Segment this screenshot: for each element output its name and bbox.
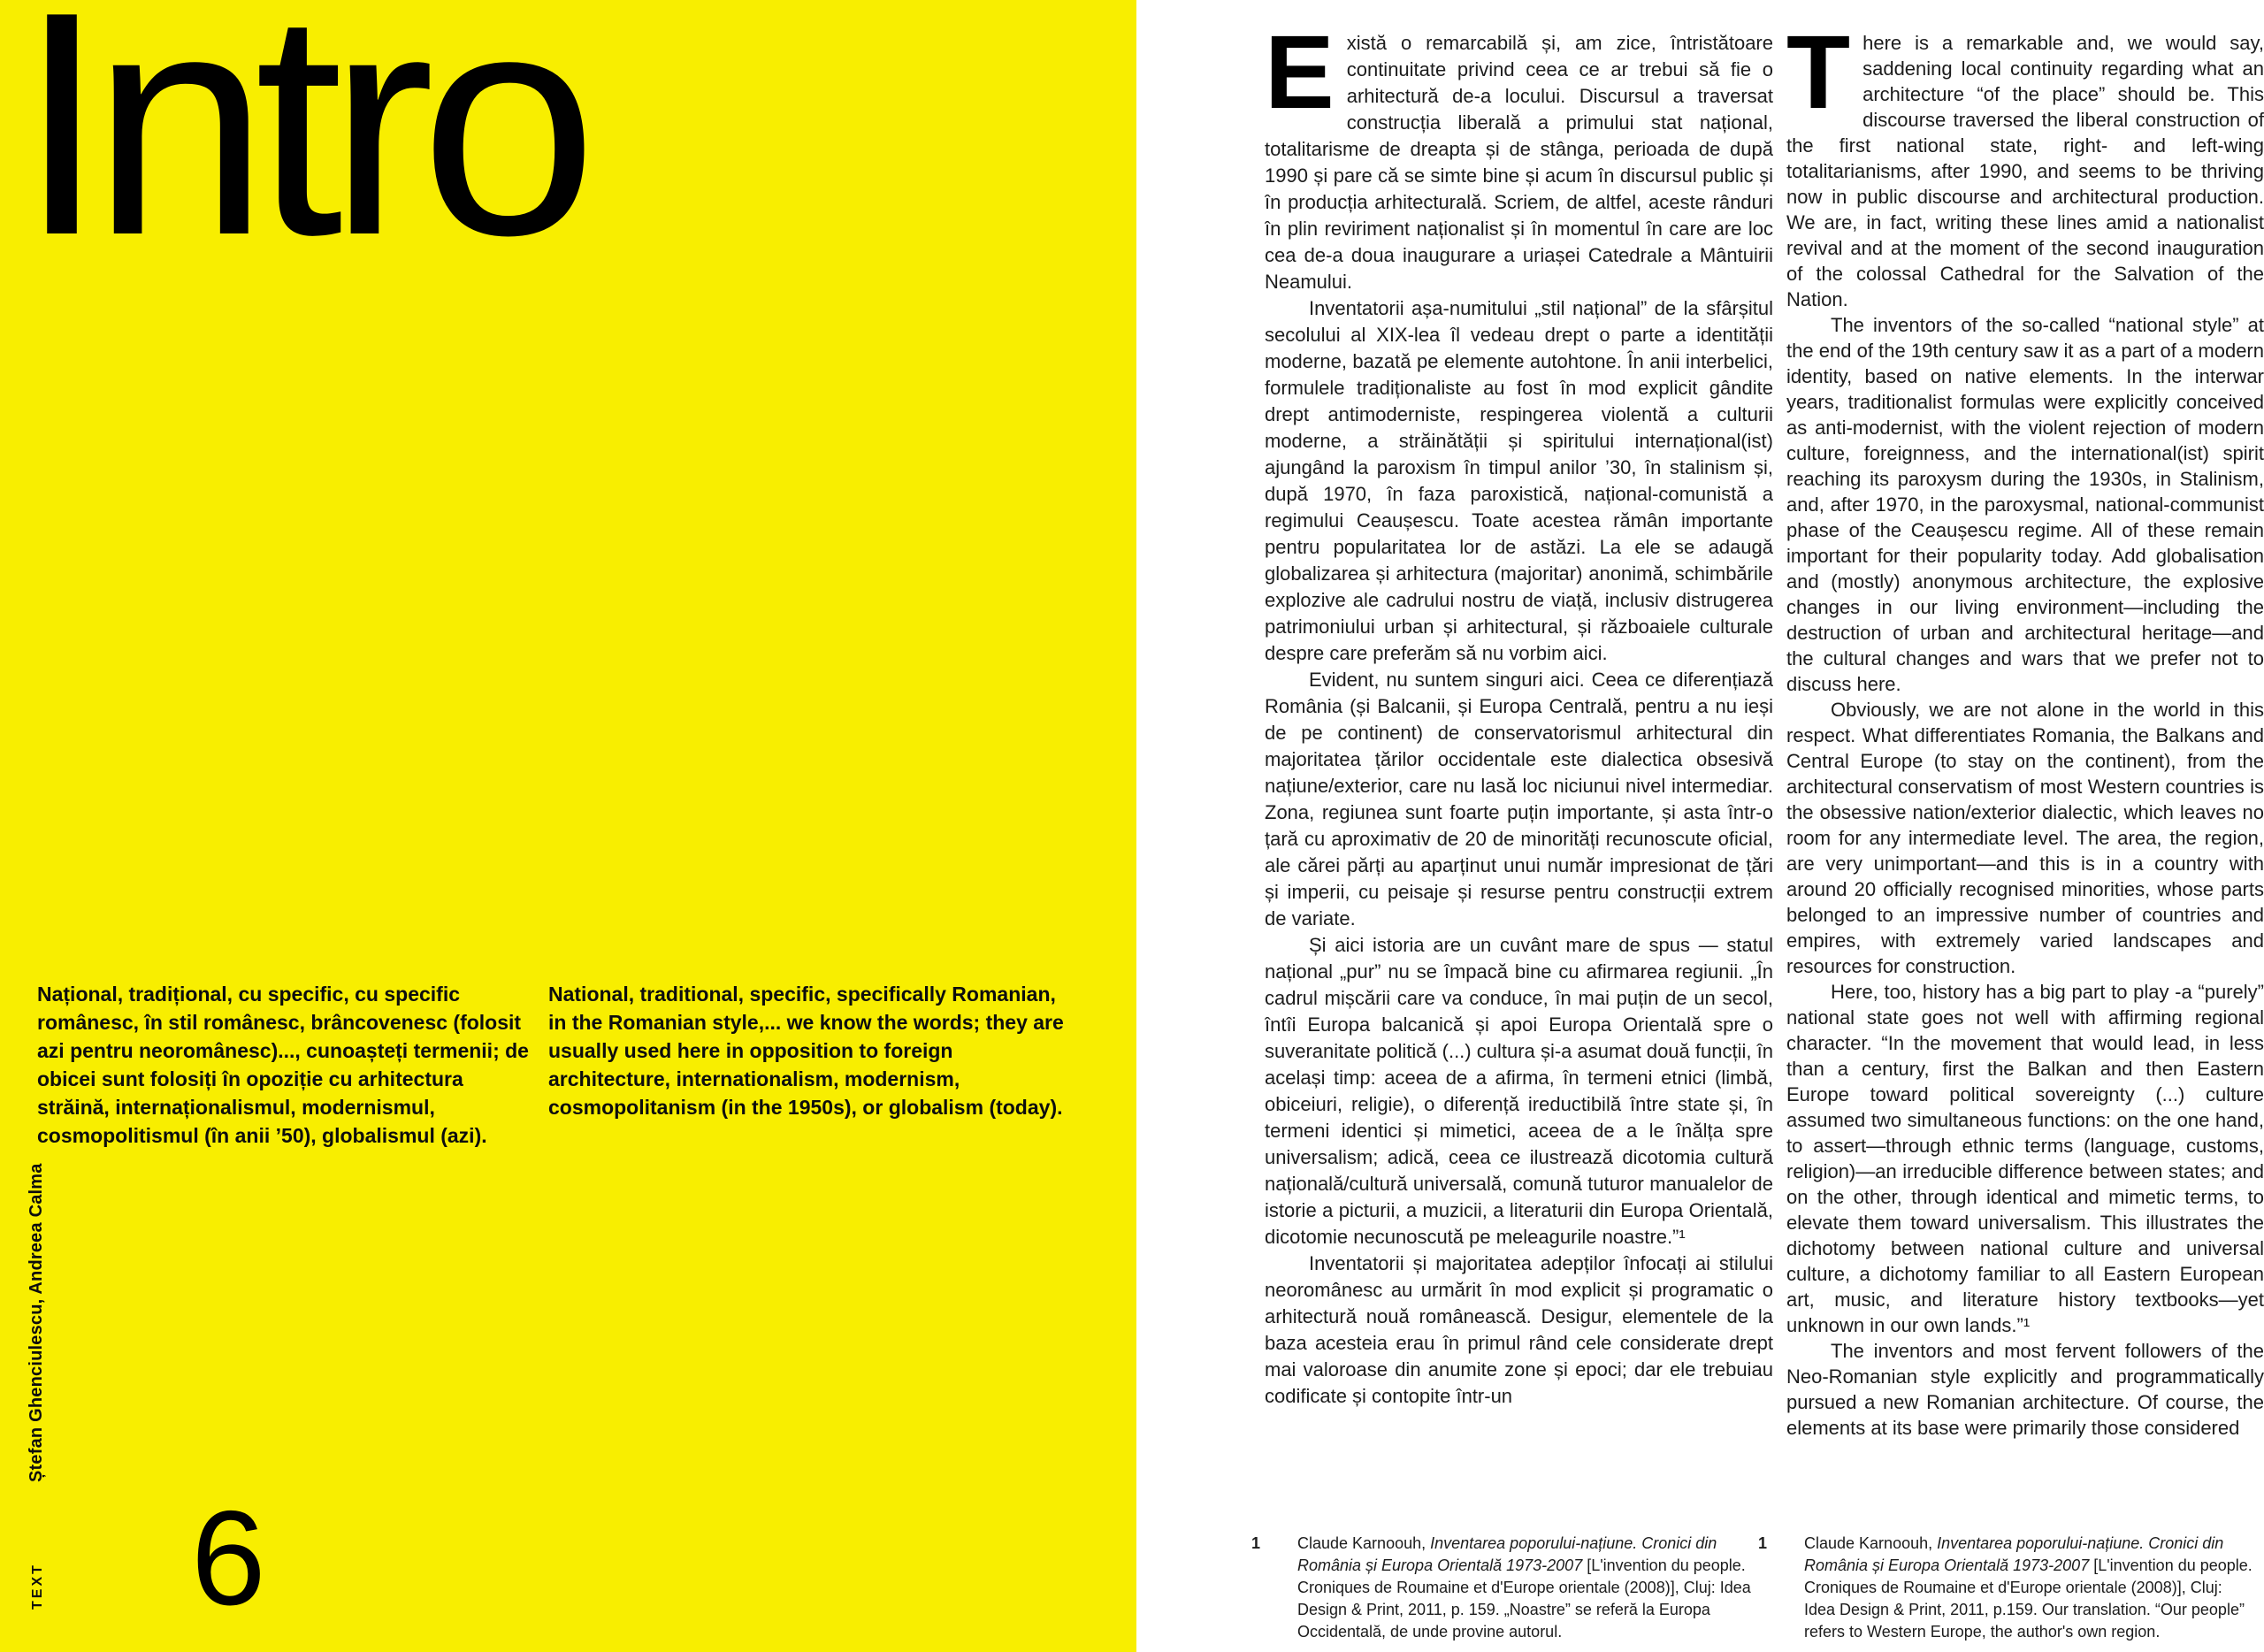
paragraph: Inventatorii și majoritatea adepților înfocați ai stilului neoromânesc au urmărit în mod explicit și programatic o arhitectură nouă românească. Desigur, elementele de la baza acesteia erau în primul rând cele considerate drept mai valoroase din anumite zone și epoci; dar ele trebuiau codificate și contopite într-un <box>1265 1252 1773 1407</box>
paragraph: The inventors and most fervent followers of the Neo-Romanian style explicitly and programmatically pursued a new Romanian architecture. Of course, the elements at its base were primarily those considered <box>1786 1340 2264 1439</box>
paragraph: Obviously, we are not alone in the world in this respect. What differentiates Romania, the Balkans and Central Europe (to stay on the continent), from the architectural conservatism of most Western countries is the obsessive nation/exterior dialectic, which leaves no room for any intermediate level. The area, the region, are very unimportant—and this is in a country with around 20 officially recognised minorities, whose parts belonged to an impressive number of countries and empires, with extremely varied landscapes and resources for construction. <box>1786 699 2264 977</box>
footnote-number: 1 <box>1251 1534 1261 1552</box>
footnote-text-pre: Claude Karnoouh, <box>1297 1534 1431 1552</box>
footnote-citation-title: Inventarea poporului-națiune. Cronici din România și Europa Orientală 1973-2007 <box>1297 1534 1717 1574</box>
intro-paragraph-romanian: Național, tradițional, cu specific, cu specific românesc, în stil românesc, brâncovenesc (folosit azi pentru neoromânesc)..., cunoașteți termenii; de obicei sunt folosiți în opoziție cu arhitectura străină, internaționalismul, modernismul, cosmopolitismul (în anii ’50), globalismul (azi). <box>37 983 529 1147</box>
footnote-number: 1 <box>1758 1534 1768 1552</box>
footnote-text-pre: Claude Karnoouh, <box>1804 1534 1938 1552</box>
column-romanian <box>1265 30 1773 1489</box>
footnote-english <box>1758 1533 2253 1643</box>
paragraph-text: xistă o remarcabilă și, am zice, întristătoare continuitate privind ceea ce ar trebui să fie o arhitectură de-a locului. Discursul a traversat construcția liberală a primului stat național, totalitarisme de dreapta și de stânga, perioada de după 1990 și pare că se simte bine și acum în discursul public și în producția arhitecturală. Scriem, de altfel, aceste rânduri în plin reviriment naționalist și în momentul în care are loc cea de-a doua inaugurare a uriașei Catedrale a Mântuirii Neamului. <box>1265 32 1773 293</box>
paragraph-text: here is a remarkable and, we would say, saddening local continuity regarding what an architecture “of the place” should be. This discourse traversed the liberal construction of the first national state, right- and left-wing totalitarianisms, after 1990, and seems to be thriving now in public discourse and architectural production. We are, in fact, writing these lines amid a nationalist revival and at the moment of the second inauguration of the colossal Cathedral for the Salvation of the Nation. <box>1786 32 2264 310</box>
text-vertical-label: TEXT <box>30 1563 45 1610</box>
footnote-text <box>1804 1533 2253 1643</box>
paragraph <box>1786 30 2264 312</box>
authors-vertical-label: Ștefan Ghenciulescu, Andreea Calma <box>27 1163 46 1482</box>
page-number: 6 <box>191 1483 266 1633</box>
footnote-text-post: [L'invention du people. Croniques de Roumaine et d'Europe orientale (2008)], Cluj: Idea Design & Print, 2011, p. 159. „Noastre” se referă la Europa Occidentală, de unde provine autorul. <box>1297 1556 1751 1641</box>
paragraph: Evident, nu suntem singuri aici. Ceea ce diferențiază România (și Balcanii, și Europa Centrală, pentru a nu ieși de pe continent) de conservatorismul arhitectural din majoritatea țărilor occidentale este dialectica obsesivă națiune/exterior, care nu lasă loc niciunui nivel intermediar. Zona, regiunea sunt foarte puțin importante, și asta într-o țară cu aproximativ de 20 de minorități recunoscute oficial, ale cărei părți au aparținut unui număr impresionat de țări și imperii, cu peisaje și resurse pentru construcții extrem de variate. <box>1265 669 1773 929</box>
dropcap-letter: T <box>1786 30 1851 131</box>
footnote-text <box>1297 1533 1764 1643</box>
paragraph: The inventors of the so-called “national style” at the end of the 19th century saw it as a part of a modern identity, based on native elements. In the interwar years, traditionalist formulas were explicitly conceived as anti-modernist, with the violent rejection of modern culture, foreignness, and the international(ist) spirit reaching its paroxysm during the 1930s, in Stalinism, and, after 1970, in the paroxysmal, national-communist phase of the Ceaușescu regime. All of these remain important for their popularity today. Add globalisation and (mostly) anonymous architecture, the explosive changes in our living environment—including the destruction of urban and architectural heritage—and the cultural changes and wars that we prefer not to discuss here. <box>1786 314 2264 695</box>
right-page <box>1136 0 2264 1652</box>
page-title: Intro <box>18 0 584 302</box>
intro-paragraph-english: National, traditional, specific, specifically Romanian, in the Romanian style,... we know the words; they are usually used here in opposition to foreign architecture, internationalism, modernism, cosmopolitanism (in the 1950s), or globalism (today). <box>548 983 1064 1119</box>
paragraph <box>1265 30 1773 295</box>
footnote-text-post: [L'invention du people. Croniques de Roumaine et d'Europe orientale (2008)], Cluj: Idea Design & Print, 2011, p.159. Our translation. “Our people” refers to Western Europe, the author's own region. <box>1804 1556 2253 1641</box>
dropcap-letter: E <box>1265 30 1335 131</box>
footnote-citation-title: Inventarea poporului-națiune. Cronici din România și Europa Orientală 1973-2007 <box>1804 1534 2224 1574</box>
column-english <box>1786 30 2264 1503</box>
paragraph: Inventatorii așa-numitului „stil național” de la sfârșitul secolului al XIX-lea îl vedeau drept o parte a identității moderne, bazată pe elemente autohtone. În anii interbelici, formulele tradiționaliste au fost în mod explicit gândite drept antimoderniste, respingerea violentă a culturii moderne, a străinătății și spiritului internațional(ist) ajungând la paroxism în timpul anilor ’30, în stalinism și, după 1970, în faza paroxistică, național-comunistă a regimului Ceaușescu. Toate acestea rămân importante pentru popularitatea lor de astăzi. La ele se adaugă globalizarea și arhitectura (majoritar) anonimă, schimbările explozive ale cadrului nostru de viață, inclusiv distrugerea patrimoniului urban și arhitectural, și războaiele culturale despre care preferăm să nu vorbim aici. <box>1265 297 1773 664</box>
paragraph: Și aici istoria are un cuvânt mare de spus — statul național „pur” nu se împacă bine cu afirmarea regiunii. „În cadrul mișcării care va conduce, în mai puțin de un secol, întîi Europa balcanică și apoi Europa Orientală spre o suveranitate politică (...) cultura și-a asumat două funcții, în același timp: aceea de a afirma, în termeni etnici (limbă, obiceiuri, religie), o diferență ireductibilă între state și, în termeni identici și mimetici, aceea de a le înălța spre universalism; adică, ceea ce ilustrează dicotomia cultură națională/cultură universală, comună tuturor manualelor de istorie a picturii, a muzicii, a literaturii din Europa Orientală, dicotomie necunoscută pe meleagurile noastre.”¹ <box>1265 934 1773 1248</box>
footnote-romanian <box>1251 1533 1764 1643</box>
paragraph: Here, too, history has a big part to play -a “purely” national state goes not well with affirming regional character. “In the movement that would lead, in less than a century, first the Balkan and then Eastern Europe toward political sovereignty (...) culture assumed two simultaneous functions: on the one hand, to assert—through ethnic terms (language, customs, religion)—an irreducible difference between states; and on the other, through identical and mimetic terms, to elevate them toward universalism. This illustrates the dichotomy between national culture and universal culture, a dichotomy familiar to all Eastern European art, music, and literature history textbooks—yet unknown in our own lands.”¹ <box>1786 981 2264 1336</box>
